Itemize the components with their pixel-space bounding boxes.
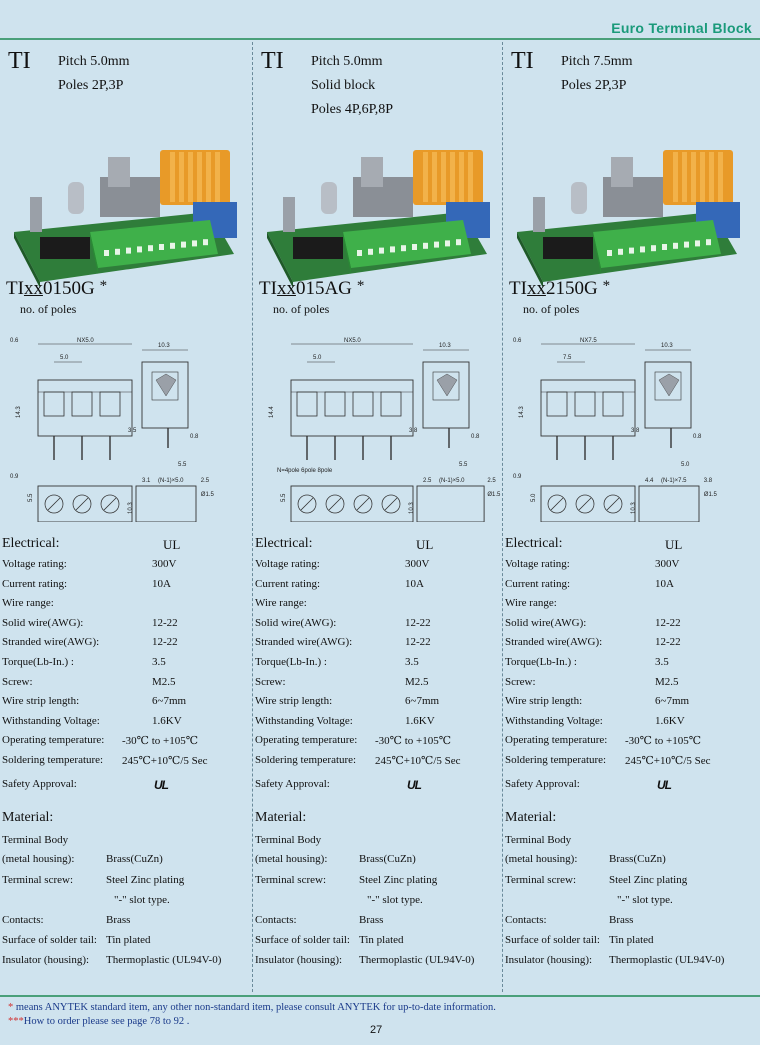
footer-note-order: ***How to order please see page 78 to 92 . xyxy=(8,1016,190,1027)
poles-note: no. of poles xyxy=(523,302,580,316)
svg-text:3.5: 3.5 xyxy=(128,428,137,434)
spec-key: Voltage rating: xyxy=(505,558,570,570)
material-row xyxy=(255,894,501,912)
spec-key: Wire strip length: xyxy=(505,695,583,708)
spec-value: 6~7mm xyxy=(655,695,690,708)
material-key: Terminal Body xyxy=(505,834,572,846)
spec-key: Voltage rating: xyxy=(255,558,320,570)
material-row xyxy=(505,954,751,972)
spec-key: Wire range: xyxy=(255,597,307,610)
svg-text:Ø1.5: Ø1.5 xyxy=(703,492,717,498)
svg-text:0.8: 0.8 xyxy=(693,434,702,440)
spec-key: Wire strip length: xyxy=(2,695,80,708)
svg-text:0.6: 0.6 xyxy=(513,338,522,344)
material-value: Thermoplastic (UL94V-0) xyxy=(106,954,222,966)
material-key: Surface of solder tail: xyxy=(2,934,97,946)
electrical-heading: Electrical: xyxy=(255,536,313,551)
spec-row xyxy=(2,715,248,733)
material-row xyxy=(255,874,501,892)
spec-row xyxy=(505,636,751,654)
material-value: "-" slot type. xyxy=(367,894,423,906)
material-row xyxy=(505,874,751,892)
spec-key: Screw: xyxy=(505,675,536,688)
spec-key: Torque(Lb-In.) : xyxy=(2,656,74,668)
spec-value: 12-22 xyxy=(405,636,431,649)
spec-key: Screw: xyxy=(2,675,33,688)
header-spec-line: Poles 2P,3P xyxy=(561,78,627,93)
svg-text:10.3: 10.3 xyxy=(439,343,451,349)
material-row xyxy=(2,914,248,932)
spec-value: -30℃ to +105℃ xyxy=(122,735,199,748)
spec-row xyxy=(2,656,248,674)
safety-row xyxy=(255,778,501,796)
material-value: "-" slot type. xyxy=(617,894,673,906)
product-photo xyxy=(263,142,491,287)
svg-text:10.3: 10.3 xyxy=(661,343,673,349)
spec-key: Solid wire(AWG): xyxy=(505,616,587,629)
spec-key: Current rating: xyxy=(2,577,68,590)
material-value: Brass(CuZn) xyxy=(359,853,416,865)
spec-key: Current rating: xyxy=(505,577,571,590)
svg-text:7.5: 7.5 xyxy=(563,355,572,361)
spec-value: 245℃+10℃/5 Sec xyxy=(625,755,711,767)
spec-value: -30℃ to +105℃ xyxy=(625,735,702,748)
spec-key: Safety Approval: xyxy=(505,778,580,790)
spec-key: Voltage rating: xyxy=(2,558,67,570)
svg-text:3.1: 3.1 xyxy=(142,478,151,484)
spec-value: M2.5 xyxy=(152,675,176,688)
material-value: Thermoplastic (UL94V-0) xyxy=(359,954,475,966)
spec-value: M2.5 xyxy=(655,675,679,688)
page-number: 27 xyxy=(370,1024,383,1036)
material-value: Thermoplastic (UL94V-0) xyxy=(609,954,725,966)
material-value: Brass(CuZn) xyxy=(106,853,163,865)
material-heading: Material: xyxy=(505,810,557,825)
spec-value: 6~7mm xyxy=(405,695,440,708)
spec-key: Wire strip length: xyxy=(255,695,333,708)
product-column xyxy=(0,42,250,992)
spec-value: 10A xyxy=(152,577,171,590)
material-key: Surface of solder tail: xyxy=(255,934,350,946)
material-key: Terminal screw: xyxy=(505,874,577,886)
spec-row xyxy=(505,656,751,674)
ul-column-header: UL xyxy=(163,537,181,552)
material-key: Terminal screw: xyxy=(2,874,74,886)
material-row xyxy=(2,894,248,912)
model-number: TIxx015AG * xyxy=(259,278,365,299)
material-row xyxy=(255,914,501,932)
ul-certification-icon: UL xyxy=(407,778,421,792)
spec-row xyxy=(2,676,248,694)
spec-row xyxy=(255,676,501,694)
spec-key: Safety Approval: xyxy=(2,778,77,790)
material-row xyxy=(2,853,248,871)
spec-row xyxy=(255,558,501,576)
spec-value: 1.6KV xyxy=(655,714,685,727)
material-value: "-" slot type. xyxy=(114,894,170,906)
svg-text:2.5: 2.5 xyxy=(200,478,210,484)
svg-text:14.3: 14.3 xyxy=(16,406,22,418)
spec-value: 1.6KV xyxy=(152,714,182,727)
spec-row xyxy=(2,754,248,772)
spec-row xyxy=(255,636,501,654)
material-row xyxy=(255,934,501,952)
material-value: Brass xyxy=(609,914,634,926)
material-key: Contacts: xyxy=(255,914,297,926)
spec-key: Withstanding Voltage: xyxy=(2,714,100,727)
svg-text:Ø1.5: Ø1.5 xyxy=(200,492,214,498)
spec-row xyxy=(505,617,751,635)
spec-row xyxy=(505,578,751,596)
safety-row xyxy=(2,778,248,796)
poles-note: no. of poles xyxy=(273,302,330,316)
svg-text:10.3: 10.3 xyxy=(158,343,170,349)
spec-value: 3.5 xyxy=(655,656,669,668)
material-row xyxy=(255,954,501,972)
svg-text:NX7.5: NX7.5 xyxy=(580,338,597,344)
svg-text:0.9: 0.9 xyxy=(10,474,19,480)
spec-value: 12-22 xyxy=(655,616,681,629)
spec-key: Stranded wire(AWG): xyxy=(2,636,100,649)
material-key: Terminal screw: xyxy=(255,874,327,886)
svg-text:2.5: 2.5 xyxy=(487,478,496,484)
spec-value: 12-22 xyxy=(405,616,431,629)
svg-text:2.5: 2.5 xyxy=(423,478,432,484)
product-photo xyxy=(513,142,741,287)
svg-text:5.5: 5.5 xyxy=(178,462,187,468)
footer-note-standard: * means ANYTEK standard item, any other non-standard item, please consult ANYTEK for up-to-date information. xyxy=(8,1002,496,1013)
svg-text:10.3: 10.3 xyxy=(128,502,134,514)
dimension-drawing xyxy=(257,332,501,522)
product-column xyxy=(503,42,753,992)
svg-text:5.5: 5.5 xyxy=(281,493,287,502)
svg-text:(N-1)×5.0: (N-1)×5.0 xyxy=(158,478,184,484)
product-photo xyxy=(10,142,238,287)
material-row xyxy=(255,853,501,871)
svg-text:14.3: 14.3 xyxy=(519,406,525,418)
spec-value: 245℃+10℃/5 Sec xyxy=(375,755,461,767)
spec-row xyxy=(255,597,501,615)
spec-value: 10A xyxy=(405,577,424,590)
svg-text:5.5: 5.5 xyxy=(459,462,468,468)
header-spec-line: Poles 4P,6P,8P xyxy=(311,102,394,117)
spec-key: Solid wire(AWG): xyxy=(2,616,84,629)
page-header xyxy=(0,0,760,42)
spec-value: 300V xyxy=(152,558,177,570)
electrical-heading: Electrical: xyxy=(505,536,563,551)
section-title: Euro Terminal Block xyxy=(611,20,752,36)
spec-key: Operating temperature: xyxy=(2,734,105,747)
material-key: Contacts: xyxy=(2,914,44,926)
material-key: Contacts: xyxy=(505,914,547,926)
svg-text:3.8: 3.8 xyxy=(631,428,640,434)
ul-certification-icon: UL xyxy=(154,778,168,792)
material-key: Surface of solder tail: xyxy=(505,934,600,946)
series-name: TI xyxy=(261,48,284,74)
svg-text:14.4: 14.4 xyxy=(269,406,275,418)
ul-column-header: UL xyxy=(416,537,434,552)
material-row xyxy=(2,874,248,892)
material-row xyxy=(2,934,248,952)
material-key: (metal housing): xyxy=(2,853,75,865)
material-key: Terminal Body xyxy=(2,834,69,846)
spec-value: 12-22 xyxy=(152,616,178,629)
spec-value: M2.5 xyxy=(405,675,429,688)
header-spec-line: Pitch 5.0mm xyxy=(58,54,130,69)
series-name: TI xyxy=(511,48,534,74)
spec-value: 3.5 xyxy=(405,656,419,668)
spec-key: Torque(Lb-In.) : xyxy=(505,656,577,668)
material-value: Tin plated xyxy=(106,934,151,946)
spec-key: Torque(Lb-In.) : xyxy=(255,656,327,668)
material-heading: Material: xyxy=(2,810,54,825)
spec-row xyxy=(505,715,751,733)
svg-text:3.8: 3.8 xyxy=(703,478,713,484)
material-row xyxy=(505,914,751,932)
spec-row xyxy=(255,578,501,596)
spec-key: Screw: xyxy=(255,675,286,688)
svg-text:NX5.0: NX5.0 xyxy=(344,338,361,344)
spec-value: 245℃+10℃/5 Sec xyxy=(122,755,208,767)
spec-key: Soldering temperature: xyxy=(2,754,104,766)
spec-value: 10A xyxy=(655,577,674,590)
footer-rule xyxy=(0,995,760,997)
spec-row xyxy=(2,695,248,713)
material-key: (metal housing): xyxy=(255,853,328,865)
spec-key: Stranded wire(AWG): xyxy=(255,636,353,649)
svg-text:5.0: 5.0 xyxy=(313,355,322,361)
svg-text:10.3: 10.3 xyxy=(631,502,637,514)
material-value: Steel Zinc plating xyxy=(106,874,185,886)
spec-value: 1.6KV xyxy=(405,714,435,727)
spec-row xyxy=(2,597,248,615)
spec-row xyxy=(2,636,248,654)
spec-row xyxy=(505,734,751,752)
material-value: Steel Zinc plating xyxy=(609,874,688,886)
svg-text:Ø1.5: Ø1.5 xyxy=(487,492,501,498)
material-value: Tin plated xyxy=(359,934,404,946)
header-spec-line: Solid block xyxy=(311,78,376,93)
ul-column-header: UL xyxy=(665,537,683,552)
svg-text:4.4: 4.4 xyxy=(645,478,654,484)
series-name: TI xyxy=(8,48,31,74)
product-column xyxy=(253,42,503,992)
svg-text:0.9: 0.9 xyxy=(513,474,522,480)
svg-text:3.8: 3.8 xyxy=(409,428,418,434)
material-row xyxy=(505,894,751,912)
svg-text:(N-1)×7.5: (N-1)×7.5 xyxy=(661,478,687,484)
spec-row xyxy=(2,617,248,635)
material-value: Steel Zinc plating xyxy=(359,874,438,886)
svg-text:0.8: 0.8 xyxy=(471,434,480,440)
svg-text:5.5: 5.5 xyxy=(28,493,34,502)
material-row xyxy=(505,834,751,852)
model-number: TIxx2150G * xyxy=(509,278,611,299)
material-row xyxy=(505,934,751,952)
spec-row xyxy=(505,754,751,772)
svg-text:0.6: 0.6 xyxy=(10,338,19,344)
material-key: Insulator (housing): xyxy=(505,954,593,966)
safety-row xyxy=(505,778,751,796)
spec-key: Solid wire(AWG): xyxy=(255,616,337,629)
svg-text:(N-1)×5.0: (N-1)×5.0 xyxy=(439,478,465,484)
material-heading: Material: xyxy=(255,810,307,825)
model-number: TIxx0150G * xyxy=(6,278,108,299)
spec-key: Soldering temperature: xyxy=(505,754,607,766)
material-value: Brass(CuZn) xyxy=(609,853,666,865)
header-spec-line: Pitch 5.0mm xyxy=(311,54,383,69)
header-spec-line: Poles 2P,3P xyxy=(58,78,124,93)
svg-text:0.8: 0.8 xyxy=(190,434,199,440)
spec-key: Current rating: xyxy=(255,577,321,590)
spec-row xyxy=(255,715,501,733)
dimension-drawing xyxy=(4,332,248,522)
spec-key: Withstanding Voltage: xyxy=(255,714,353,727)
spec-row xyxy=(505,695,751,713)
spec-key: Wire range: xyxy=(2,597,54,610)
spec-key: Operating temperature: xyxy=(505,734,608,747)
svg-text:5.0: 5.0 xyxy=(681,462,690,468)
header-rule xyxy=(0,38,760,40)
dimension-drawing xyxy=(507,332,751,522)
material-row xyxy=(2,834,248,852)
spec-row xyxy=(2,558,248,576)
svg-text:NX5.0: NX5.0 xyxy=(77,338,94,344)
spec-key: Wire range: xyxy=(505,597,557,610)
spec-key: Withstanding Voltage: xyxy=(505,714,603,727)
spec-value: 12-22 xyxy=(655,636,681,649)
spec-row xyxy=(505,558,751,576)
material-value: Tin plated xyxy=(609,934,654,946)
spec-value: 300V xyxy=(405,558,430,570)
spec-row xyxy=(255,656,501,674)
spec-row xyxy=(2,734,248,752)
spec-value: 12-22 xyxy=(152,636,178,649)
material-key: Insulator (housing): xyxy=(255,954,343,966)
spec-row xyxy=(255,734,501,752)
spec-value: -30℃ to +105℃ xyxy=(375,735,452,748)
svg-text:5.0: 5.0 xyxy=(60,355,69,361)
material-key: Terminal Body xyxy=(255,834,322,846)
ul-certification-icon: UL xyxy=(657,778,671,792)
material-row xyxy=(2,954,248,972)
material-key: Insulator (housing): xyxy=(2,954,90,966)
spec-row xyxy=(255,754,501,772)
spec-row xyxy=(505,597,751,615)
svg-text:N=4pole 6pole 8pole: N=4pole 6pole 8pole xyxy=(277,468,333,474)
spec-key: Operating temperature: xyxy=(255,734,358,747)
spec-value: 300V xyxy=(655,558,680,570)
spec-value: 6~7mm xyxy=(152,695,187,708)
spec-row xyxy=(255,617,501,635)
material-row xyxy=(505,853,751,871)
header-spec-line: Pitch 7.5mm xyxy=(561,54,633,69)
spec-value: 3.5 xyxy=(152,656,166,668)
spec-key: Stranded wire(AWG): xyxy=(505,636,603,649)
spec-row xyxy=(505,676,751,694)
spec-row xyxy=(255,695,501,713)
material-value: Brass xyxy=(106,914,131,926)
spec-row xyxy=(2,578,248,596)
svg-text:5.0: 5.0 xyxy=(531,493,537,502)
poles-note: no. of poles xyxy=(20,302,77,316)
material-key: (metal housing): xyxy=(505,853,578,865)
material-row xyxy=(255,834,501,852)
material-value: Brass xyxy=(359,914,384,926)
spec-key: Safety Approval: xyxy=(255,778,330,790)
spec-key: Soldering temperature: xyxy=(255,754,357,766)
electrical-heading: Electrical: xyxy=(2,536,60,551)
svg-text:10.3: 10.3 xyxy=(409,502,415,514)
